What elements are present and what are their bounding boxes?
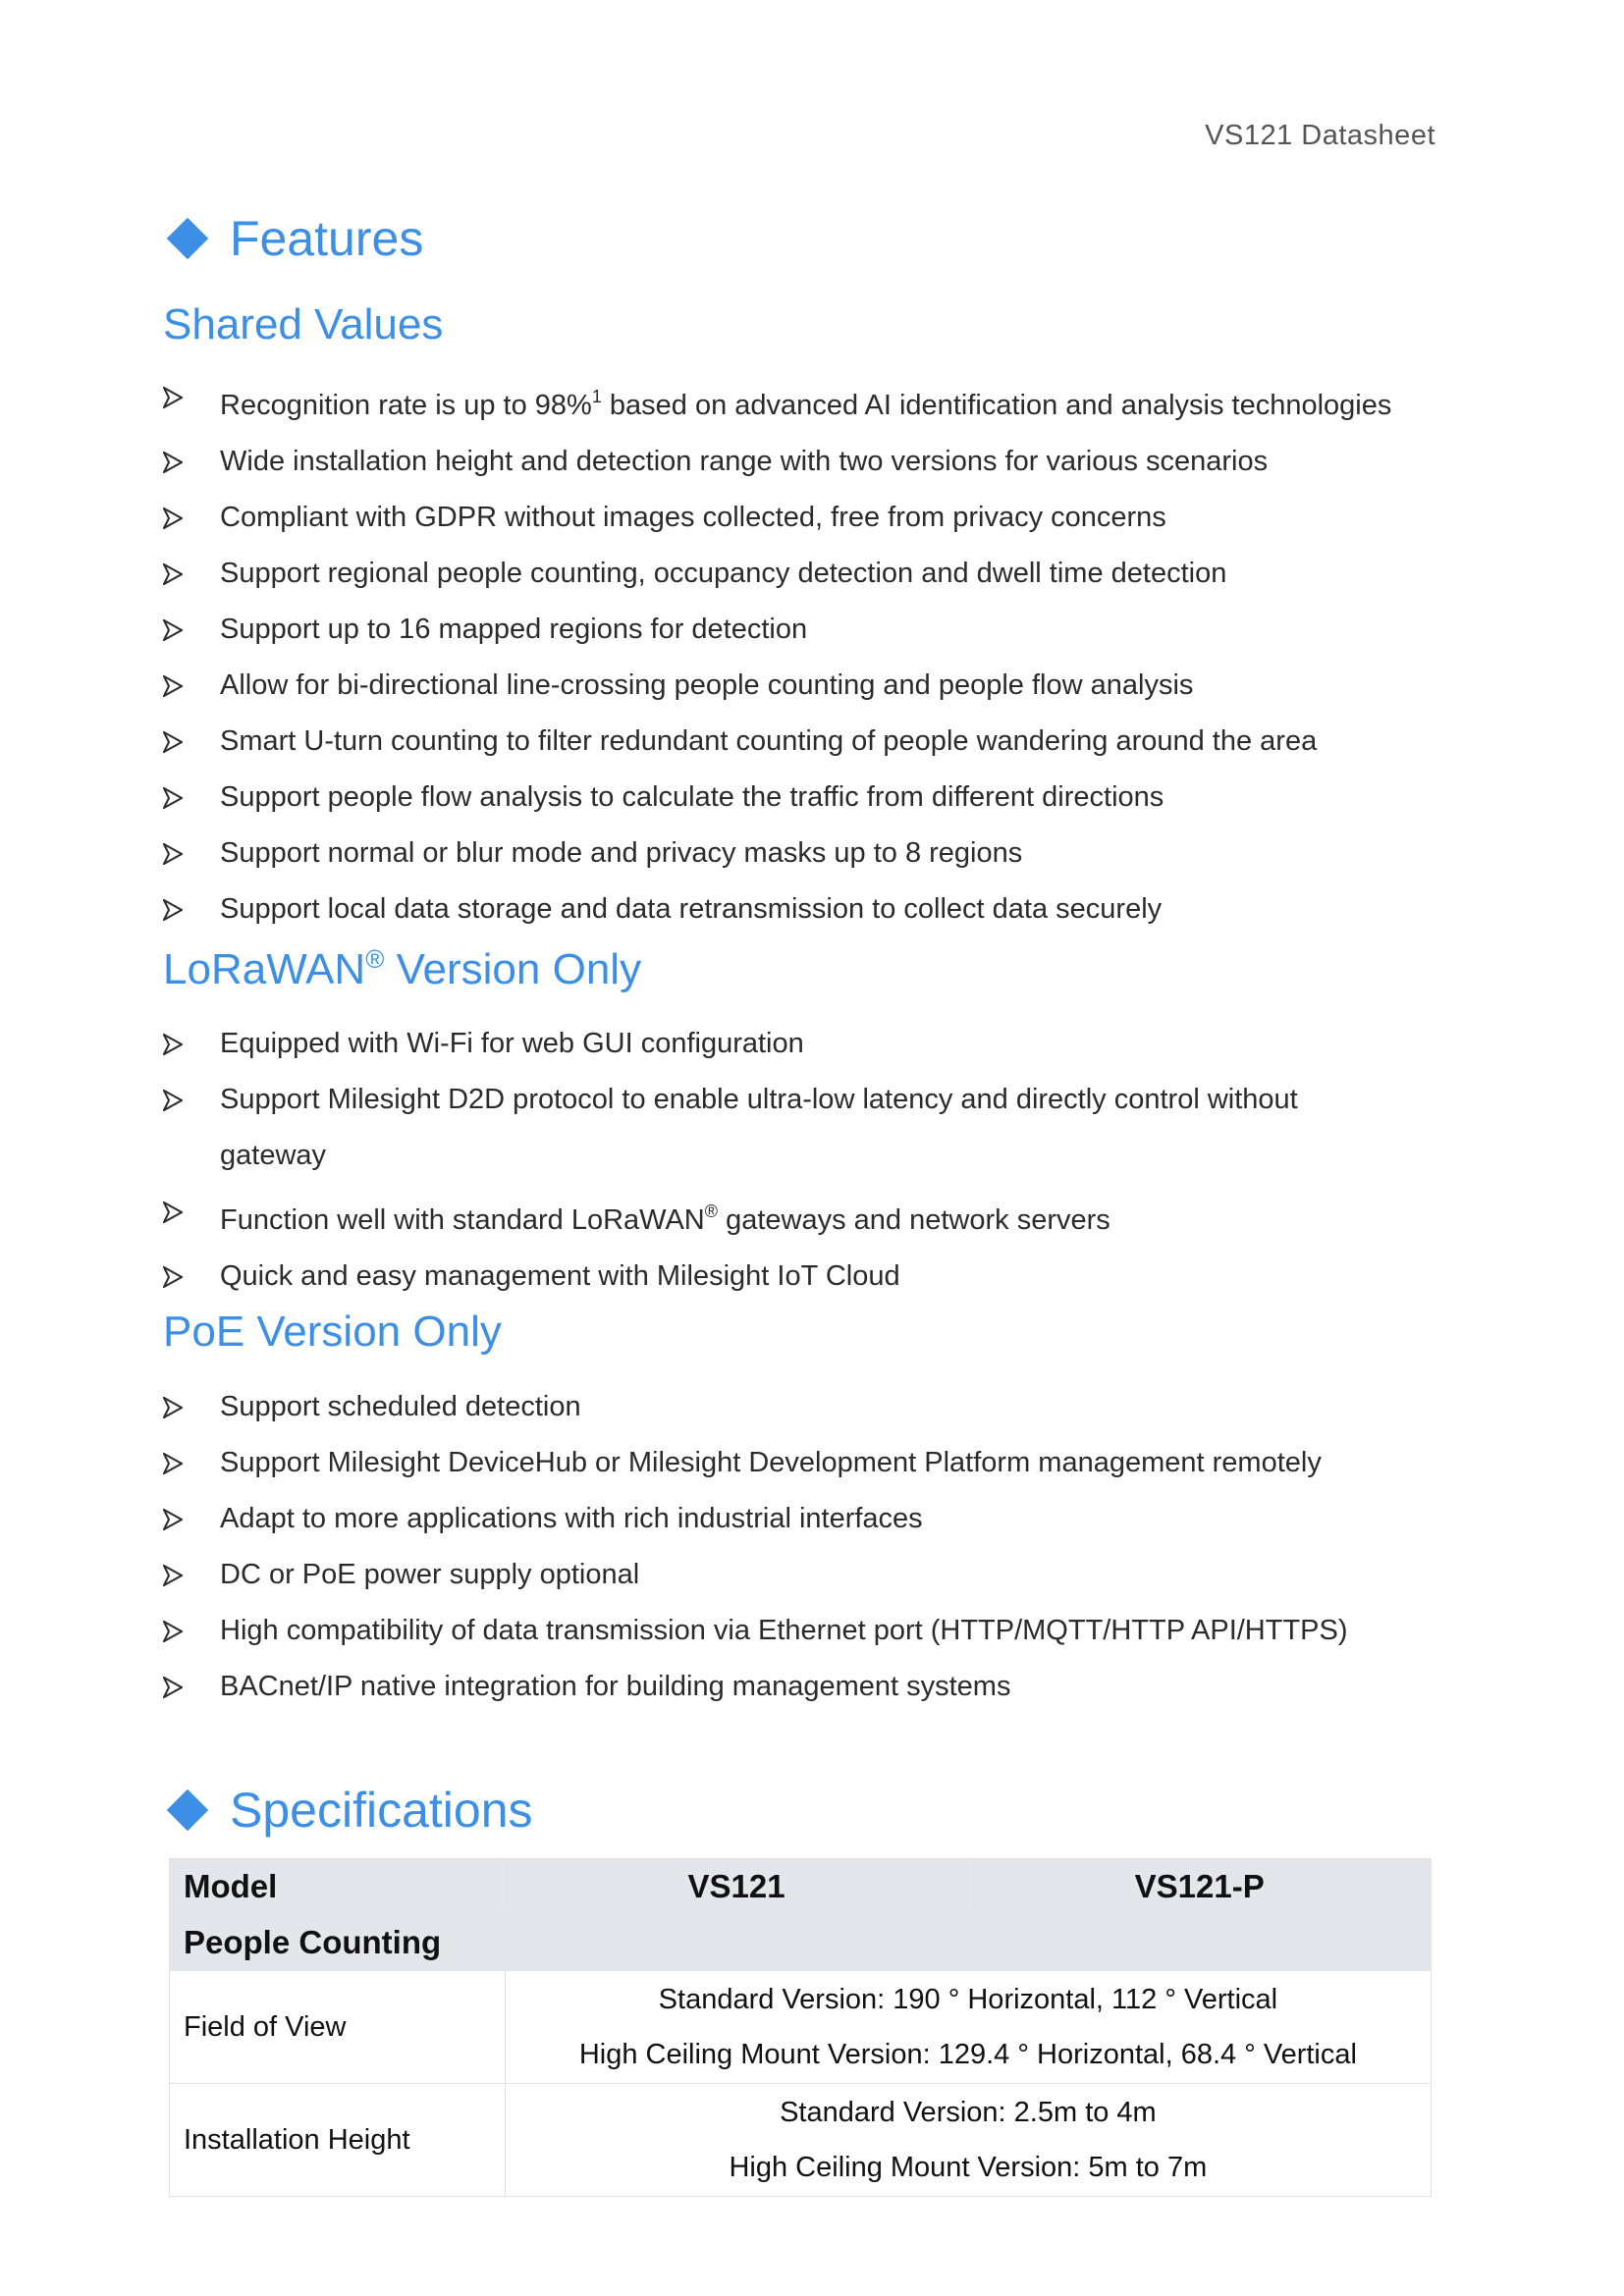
- table-group-row: [170, 1915, 1432, 1971]
- list-item-text: DC or PoE power supply optional: [220, 1559, 640, 1590]
- list-item-text: Support normal or blur mode and privacy masks up to 8 regions: [220, 837, 1023, 869]
- row-value-line: High Ceiling Mount Version: 5m to 7m: [729, 2152, 1208, 2183]
- list-item: [163, 1184, 1361, 1249]
- footnote-mark: 1: [591, 387, 602, 406]
- list-item-text-post: based on advanced AI identification and analysis technologies: [601, 390, 1392, 421]
- features-heading-text: Features: [230, 211, 424, 266]
- arrow-bullet-icon: [163, 1435, 187, 1491]
- list-item: [163, 602, 1439, 658]
- list-item-text: Equipped with Wi-Fi for web GUI configuration: [220, 1028, 804, 1059]
- list-item-text: BACnet/IP native integration for building management systems: [220, 1671, 1011, 1702]
- list-item-text: Wide installation height and detection range with two versions for various scenarios: [220, 446, 1269, 477]
- arrow-bullet-icon: [163, 490, 187, 546]
- list-item: [163, 1659, 1439, 1715]
- arrow-bullet-icon: [163, 546, 187, 602]
- lorawan-version-heading: [163, 944, 641, 994]
- table-row: [170, 1971, 1432, 2084]
- list-item-text: Compliant with GDPR without images collected, free from privacy concerns: [220, 502, 1166, 533]
- arrow-bullet-icon: [163, 658, 187, 714]
- diamond-bullet-icon: [167, 1789, 208, 1831]
- list-item: [163, 714, 1439, 770]
- list-item-text-pre: Recognition rate is up to 98%: [220, 390, 592, 421]
- arrow-bullet-icon: [163, 602, 187, 658]
- arrow-bullet-icon: [163, 1603, 187, 1659]
- specifications-heading-text: Specifications: [230, 1783, 533, 1838]
- list-item: [163, 434, 1439, 490]
- arrow-bullet-icon: [163, 369, 187, 425]
- list-item: [163, 826, 1439, 881]
- list-item: [163, 881, 1439, 937]
- header-cell-model: Model: [170, 1859, 506, 1915]
- list-item-text: High compatibility of data transmission via Ethernet port (HTTP/MQTT/HTTP API/HTTPS): [220, 1615, 1348, 1646]
- row-value-line: High Ceiling Mount Version: 129.4 ° Horizontal, 68.4 ° Vertical: [578, 2039, 1357, 2070]
- list-item-text: Allow for bi-directional line-crossing people counting and people flow analysis: [220, 669, 1194, 701]
- registered-mark: ®: [365, 944, 385, 974]
- list-item: [163, 770, 1439, 826]
- list-item-text: Support Milesight D2D protocol to enable ultra-low latency and directly control without gateway: [220, 1084, 1298, 1171]
- arrow-bullet-icon: [163, 1184, 187, 1240]
- arrow-bullet-icon: [163, 1491, 187, 1547]
- list-item: [163, 546, 1439, 602]
- arrow-bullet-icon: [163, 881, 187, 937]
- arrow-bullet-icon: [163, 1072, 187, 1128]
- list-item-text: Smart U-turn counting to filter redundant counting of people wandering around the area: [220, 725, 1318, 757]
- group-cell-people-counting: People Counting: [170, 1915, 1432, 1971]
- list-item: [163, 1249, 1361, 1305]
- registered-mark: ®: [704, 1201, 719, 1221]
- list-item: [163, 1435, 1439, 1491]
- diamond-bullet-icon: [167, 218, 208, 259]
- row-value-line: Standard Version: 190 ° Horizontal, 112 ° Vertical: [658, 1984, 1278, 2015]
- list-item: [163, 369, 1439, 434]
- specifications-heading: [165, 1782, 533, 1839]
- lorawan-heading-post: Version Only: [384, 945, 642, 993]
- table-header-row: [170, 1859, 1432, 1915]
- list-item-text: Support local data storage and data retransmission to collect data securely: [220, 893, 1163, 925]
- list-item-text-pre: Function well with standard LoRaWAN: [220, 1204, 705, 1236]
- list-item: [163, 1491, 1439, 1547]
- arrow-bullet-icon: [163, 714, 187, 770]
- arrow-bullet-icon: [163, 1016, 187, 1072]
- list-item-text: Quick and easy management with Milesight IoT Cloud: [220, 1260, 900, 1292]
- row-value-line: Standard Version: 2.5m to 4m: [780, 2097, 1157, 2128]
- arrow-bullet-icon: [163, 770, 187, 826]
- row-value: [505, 2084, 1431, 2197]
- arrow-bullet-icon: [163, 434, 187, 490]
- poe-version-list: [163, 1379, 1439, 1715]
- poe-version-heading: PoE Version Only: [163, 1308, 502, 1356]
- list-item-text: Support regional people counting, occupancy detection and dwell time detection: [220, 558, 1227, 589]
- list-item-text-post: gateways and network servers: [718, 1204, 1110, 1236]
- list-item-text: Adapt to more applications with rich industrial interfaces: [220, 1503, 923, 1534]
- list-item-text: Support Milesight DeviceHub or Milesight Development Platform management remotely: [220, 1447, 1322, 1478]
- arrow-bullet-icon: [163, 826, 187, 881]
- shared-values-list: [163, 369, 1439, 937]
- list-item: [163, 490, 1439, 546]
- shared-values-heading: Shared Values: [163, 300, 444, 348]
- lorawan-heading-pre: LoRaWAN: [163, 945, 366, 993]
- list-item: [163, 1603, 1439, 1659]
- header-cell-vs121-p: VS121-P: [968, 1859, 1432, 1915]
- list-item-text: Support up to 16 mapped regions for detection: [220, 614, 808, 645]
- row-label: Installation Height: [170, 2084, 506, 2197]
- list-item-text: Support scheduled detection: [220, 1391, 581, 1422]
- list-item: [163, 1547, 1439, 1603]
- list-item-text: Support people flow analysis to calculate the traffic from different directions: [220, 781, 1164, 813]
- arrow-bullet-icon: [163, 1379, 187, 1435]
- table-row: [170, 2084, 1432, 2197]
- arrow-bullet-icon: [163, 1249, 187, 1305]
- list-item: [163, 1016, 1361, 1072]
- document-header-title: VS121 Datasheet: [1205, 120, 1435, 151]
- list-item: [163, 658, 1439, 714]
- list-item: [163, 1379, 1439, 1435]
- arrow-bullet-icon: [163, 1547, 187, 1603]
- arrow-bullet-icon: [163, 1659, 187, 1715]
- list-item: [163, 1072, 1361, 1184]
- specifications-table: [169, 1858, 1432, 2197]
- lorawan-version-list: [163, 1016, 1361, 1305]
- row-value: [505, 1971, 1431, 2084]
- header-cell-vs121: VS121: [505, 1859, 968, 1915]
- row-label: Field of View: [170, 1971, 506, 2084]
- features-heading: [165, 210, 423, 267]
